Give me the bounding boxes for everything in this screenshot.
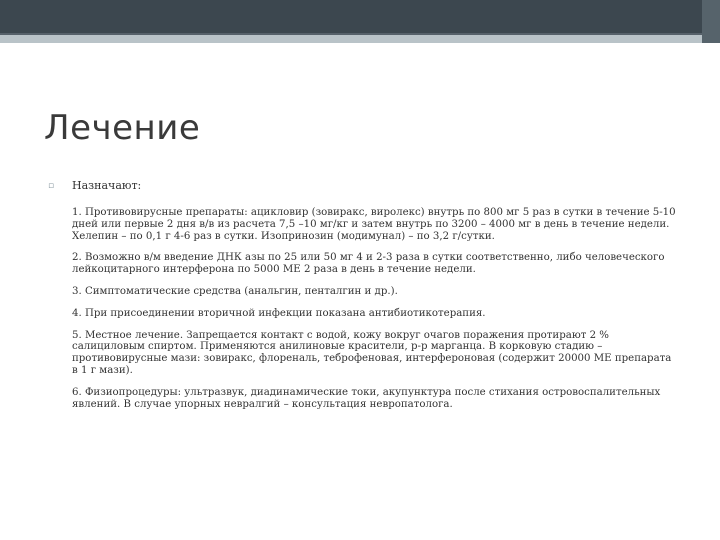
treatment-paragraph: 5. Местное лечение. Запрещается контакт с водой, кожу вокруг очагов поражения протирают 2 % салициловым спиртом. Применяются анилиновые красители, р-р марганца. В корковую стадию – противовирусные мази: зовиракс, флореналь, теброфеновая, интерфероновая (содержит 20000 МЕ препарата в 1 г мази). [72, 329, 672, 376]
treatment-paragraph: 4. При присоединении вторичной инфекции показана антибиотикотерапия. [72, 307, 486, 319]
bullet-text: Назначают: [72, 179, 142, 192]
header-band-dark [0, 0, 720, 33]
slide-title: Лечение [44, 108, 201, 148]
header-corner-block [702, 0, 720, 43]
treatment-paragraph: 6. Физиопроцедуры: ультразвук, диадинамические токи, акупунктура после стихания островоспалительных явлений. В случае упорных невралгий – консультация невропатолога. [72, 386, 661, 410]
bullet-marker-icon: ▫ [48, 181, 55, 191]
header-band-light [0, 35, 720, 43]
treatment-paragraph: 1. Противовирусные препараты: ацикловир (зовиракс, виролекс) внутрь по 800 мг 5 раз в сутки в течение 5-10 дней или первые 2 дня в/в из расчета 7,5 –10 мг/кг и затем внутрь по 3200 – 4000 мг в день в течение недели. Хелепин – по 0,1 г 4-6 раз в сутки. Изопринозин (модимунал) – по 3,2 г/сутки. [72, 207, 676, 242]
treatment-paragraph: 2. Возможно в/м введение ДНК азы по 25 или 50 мг 4 и 2-3 раза в сутки соответственно, либо человеческого лейкоцитарного интерферона по 5000 МЕ 2 раза в день в течение недели. [72, 252, 665, 276]
treatment-list [72, 207, 677, 420]
treatment-paragraph: 3. Симптоматические средства (анальгин, пенталгин и др.). [72, 285, 398, 297]
